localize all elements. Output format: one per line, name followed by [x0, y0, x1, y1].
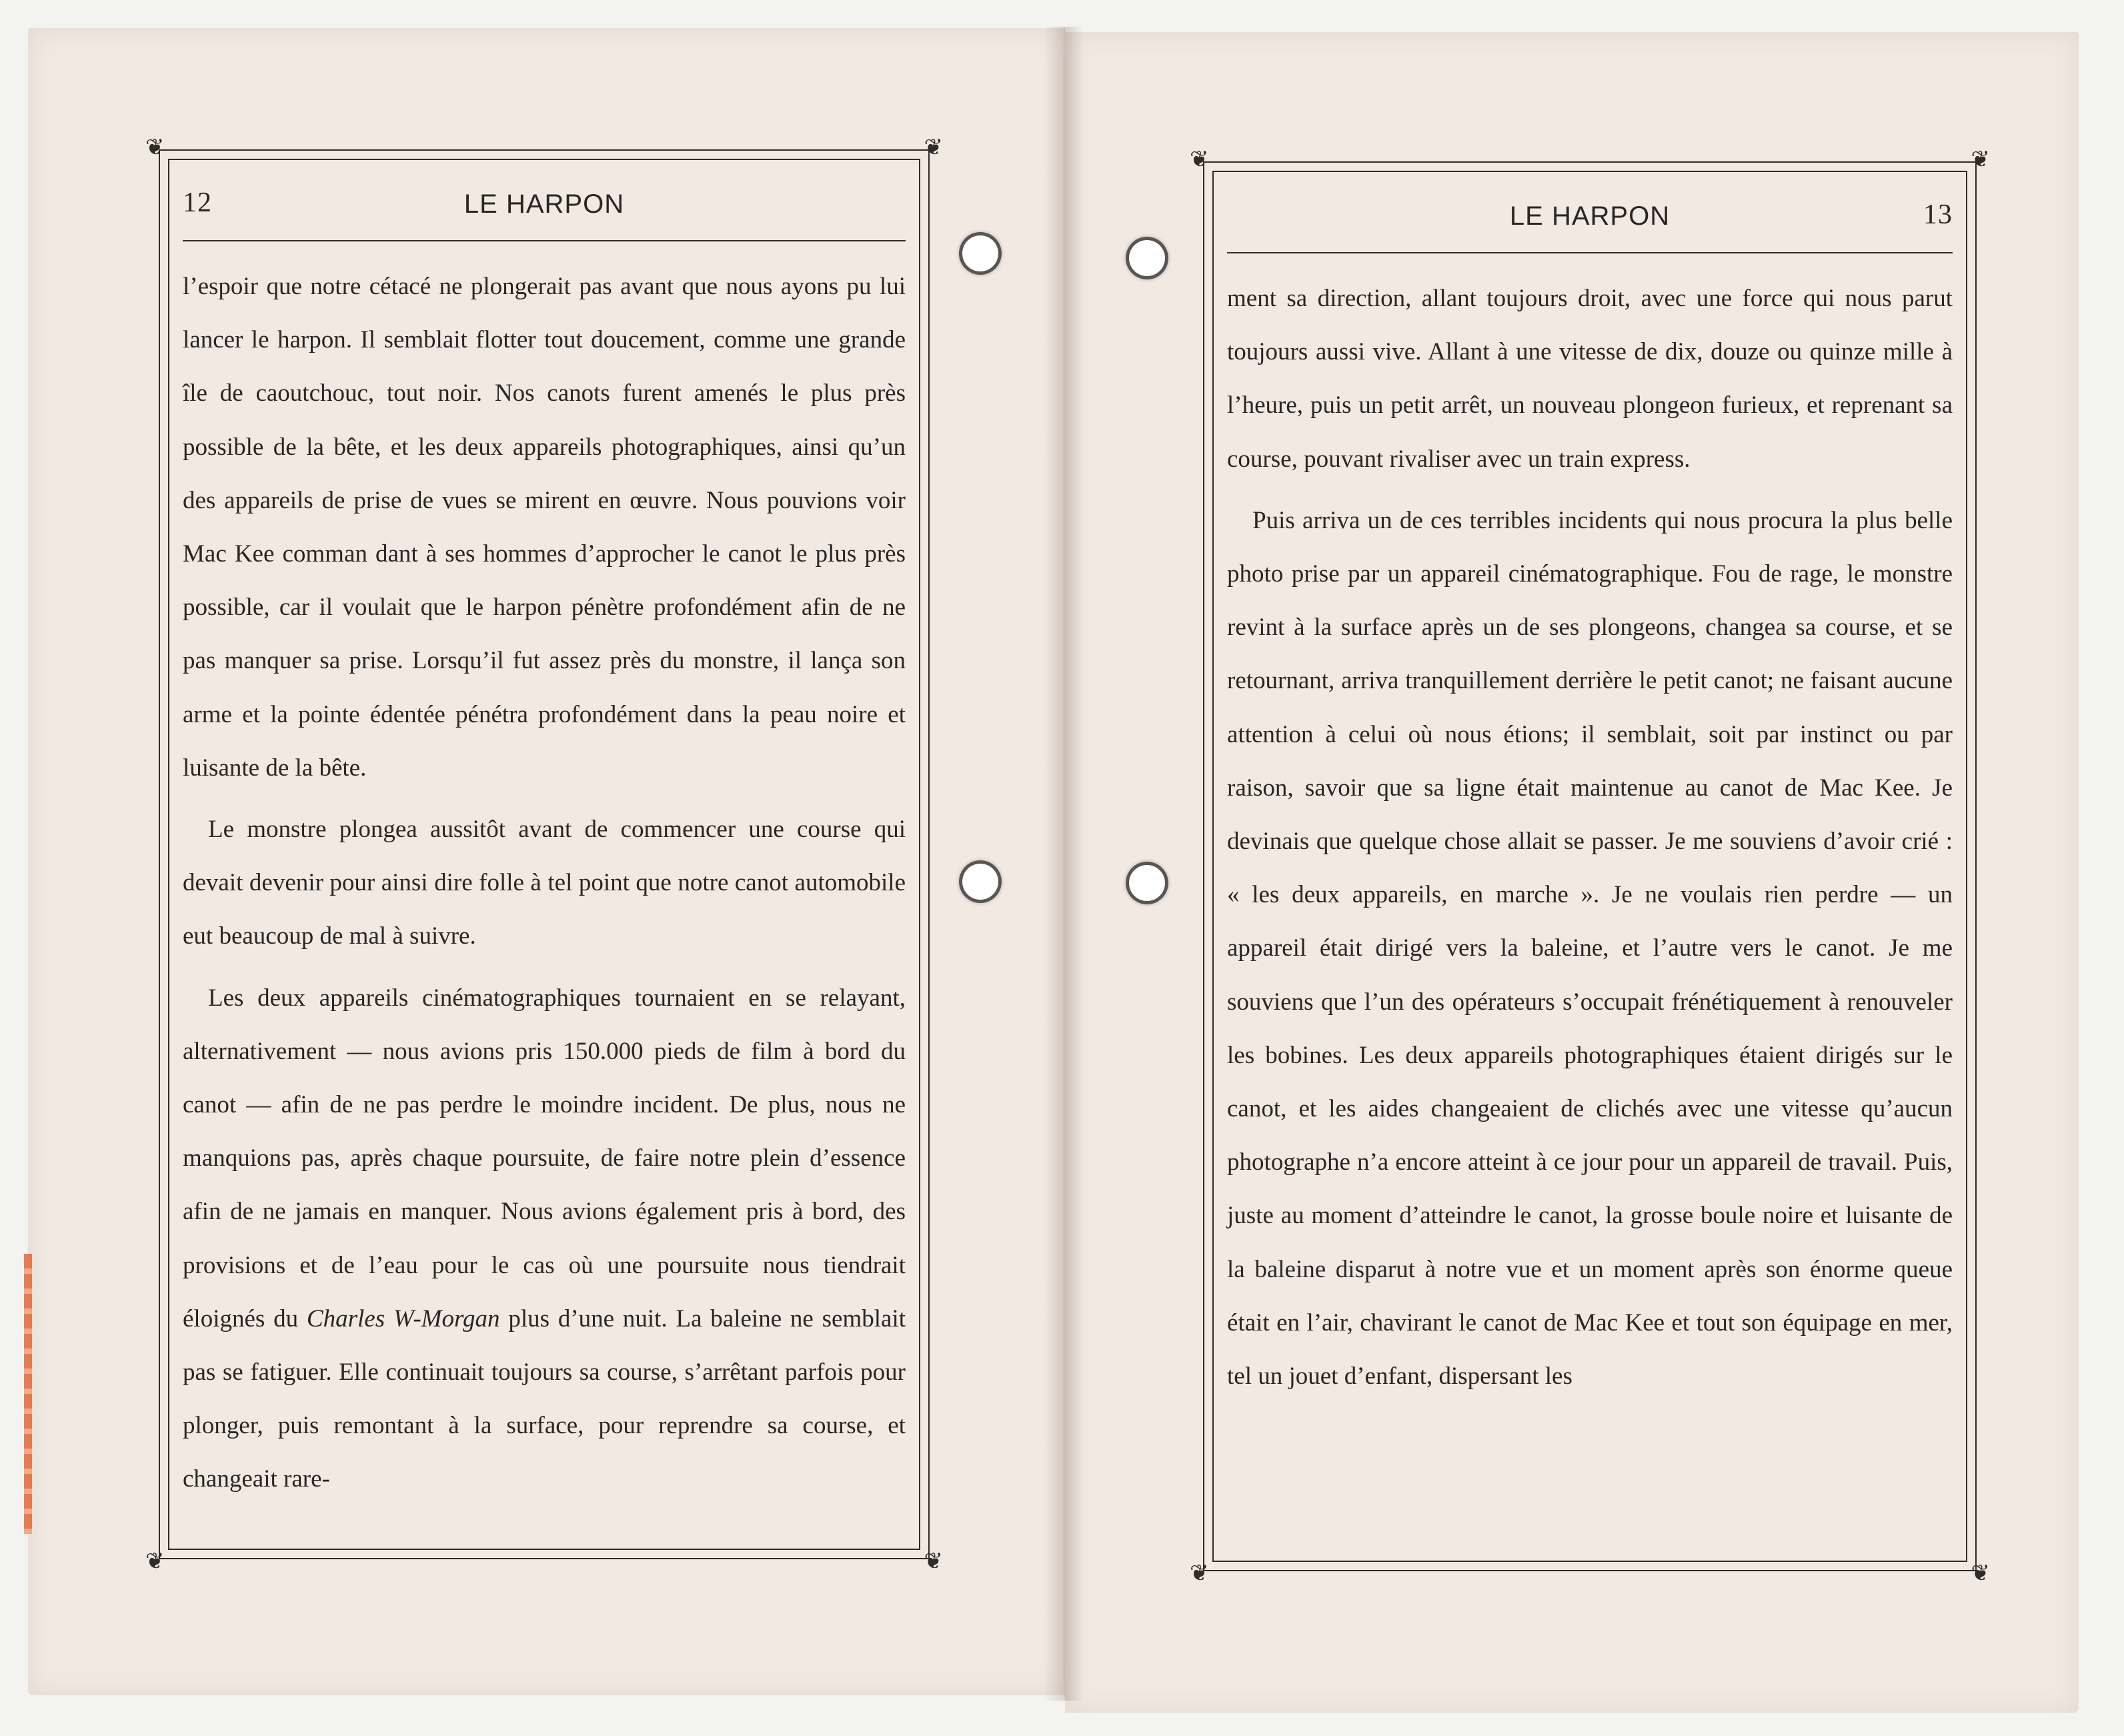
- ornament-icon: ❦: [924, 134, 943, 161]
- paragraph: [183, 972, 906, 1507]
- text-segment: Puis arriva un de ces terribles incidents qui nous procura la plus belle photo prise par un appareil cinématographique. Fou de rage, le monstre revint à la surface après un de ses plongeons, changea sa course, et se retournant, arriva tranquillement derrière le petit canot; ne faisant aucune attention à celui où nous étions; il semblait, soit par instinct ou par raison, savoir que sa ligne était maintenue au canot de Mac Kee. Je devinais que quelque chose allait se passer. Je me souviens d’avoir crié : « les deux appareils, en marche ». Je ne voulais rien perdre — un appareil était dirigé vers la baleine, et l’autre vers le canot. Je me souviens que l’un des opérateurs s’occupait frénétiquement à renouveler les bobines. Les deux appareils photographiques étaient dirigés sur le canot, et les aides changeaient de clichés avec une vitesse qu’aucun photographe n’a encore atteint à ce jour pour un appareil de travail. Puis, juste au moment d’atteindre le canot, la grosse boule noire et luisante de la baleine disparut à notre vue et un moment après son énorme queue était en l’air, chavirant le canot de Mac Kee et tout son équipage en mer, tel un jouet d’enfant, dispersant les: [1227, 506, 1953, 1391]
- header-rule: [183, 240, 906, 241]
- book-gutter: [1044, 27, 1084, 1701]
- left-page-frame: [145, 134, 943, 1575]
- text-segment: ment sa direction, allant toujours droit, avec une force qui nous parut toujours aussi vive. Allant à une vitesse de dix, douze ou quinze mille à l’heure, puis un petit arrêt, un nouveau plongeon furieux, et reprenant sa course, pouvant rivaliser avec un train express.: [1227, 285, 1953, 473]
- ornament-icon: ❦: [1190, 1560, 1209, 1587]
- running-title: LE HARPON: [1509, 201, 1671, 231]
- punch-hole-right-top: [1126, 237, 1168, 279]
- page-number: 12: [183, 187, 212, 218]
- text-segment: Les deux appareils cinématographiques tournaient en se relayant, alternativement — nous avions pris 150.000 pieds de film à bord du canot — afin de ne pas perdre le moindre incident. De plus, nous ne manquions pas, après chaque poursuite, de faire notre plein d’essence afin de ne jamais en manquer. Nous avions également pris à bord, des provisions et de l’eau pour le cas où une poursuite nous tiendrait éloignés du: [183, 984, 906, 1333]
- paragraph: [183, 803, 906, 964]
- paragraph: [183, 260, 906, 795]
- ornament-icon: ❦: [145, 1548, 165, 1575]
- body-text: [183, 260, 906, 1507]
- text-segment: Le monstre plongea aussitôt avant de commencer une course qui devait devenir pour ainsi dire folle à tel point que notre canot automobile eut beaucoup de mal à suivre.: [183, 816, 906, 950]
- punch-hole-right-bottom: [1126, 862, 1168, 904]
- running-head: [183, 187, 906, 227]
- ornament-icon: ❦: [1190, 146, 1209, 173]
- header-rule: [1227, 252, 1953, 253]
- running-head: [1227, 199, 1953, 239]
- text-segment: l’espoir que notre cétacé ne plongerait pas avant que nous ayons pu lui lancer le harpon. Il semblait flotter tout doucement, comme une grande île de caoutchouc, tout noir. Nos canots furent amenés le plus près possible de la bête, et les deux appareils photographiques, ainsi qu’un des appareils de prise de vues se mirent en œuvre. Nous pouvions voir Mac Kee comman dant à ses hommes d’approcher le canot le plus près possible, car il voulait que le harpon pénètre profondément afin de ne pas manquer sa prise. Lorsqu’il fut assez près du monstre, il lança son arme et la pointe édentée pénétra profondément dans la peau noire et luisante de la bête.: [183, 273, 906, 782]
- page-number: 13: [1923, 199, 1953, 230]
- right-page-frame: [1190, 146, 1990, 1587]
- ornament-icon: ❦: [1971, 146, 1990, 173]
- body-text: [1227, 272, 1953, 1403]
- running-title: LE HARPON: [463, 189, 625, 219]
- ornament-icon: ❦: [1971, 1560, 1990, 1587]
- punch-hole-left-bottom: [959, 860, 1002, 903]
- ornament-icon: ❦: [145, 134, 165, 161]
- italic-text: Charles W-Morgan: [306, 1305, 500, 1333]
- paragraph: [1227, 272, 1953, 486]
- orange-page-edge: [24, 1254, 32, 1534]
- ornament-icon: ❦: [924, 1548, 943, 1575]
- punch-hole-left-top: [959, 232, 1002, 275]
- paragraph: [1227, 494, 1953, 1403]
- text-segment: plus d’une nuit. La baleine ne semblait pas se fatiguer. Elle continuait toujours sa course, s’arrêtant parfois pour plonger, puis remontant à la surface, pour reprendre sa course, et changeait rare-: [183, 1305, 906, 1493]
